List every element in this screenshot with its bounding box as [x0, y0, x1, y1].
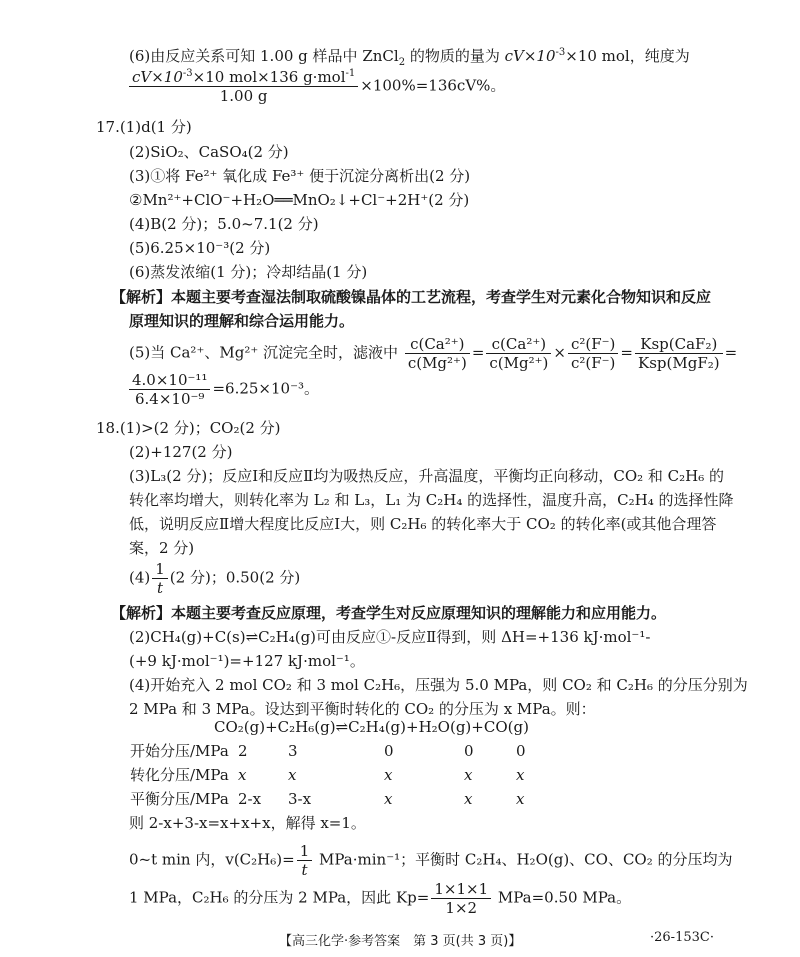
q18-p4-l2: 2 MPa 和 3 MPa。设达到平衡时转化的 CO₂ 的分压为 x MPa。则：	[129, 700, 596, 718]
q18-p2-l1: (2)CH₄(g)+C(s)⇌C₂H₄(g)可由反应①-反应Ⅱ得到，则 ΔH=+136 kJ·mol⁻¹-	[129, 628, 651, 646]
q18-rate-line: 0~t min 内，v(C₂H₆)= $\frac{1}{t}$ MPa·min⁻¹；平衡时 C₂H₄、H₂O(g)、CO、CO₂ 的分压均为	[129, 842, 733, 879]
table-cell: 3	[288, 742, 298, 760]
q18-p4-l1: (4)开始充入 2 mol CO₂ 和 3 mol C₂H₆，压强为 5.0 MPa，则 CO₂ 和 C₂H₆ 的分压分别为	[129, 676, 748, 694]
footer-code: ·26-153C·	[650, 930, 714, 945]
q17-a3b: ②Mn²⁺+ClO⁻+H₂O══MnO₂↓+Cl⁻+2H⁺(2 分)	[129, 191, 470, 209]
q17-analysis-l1: 【解析】本题主要考查湿法制取硫酸镍晶体的工艺流程，考查学生对元素化合物知识和反应	[111, 288, 712, 306]
table-row	[130, 787, 556, 811]
table-cell: 开始分压/MPa	[130, 742, 229, 760]
q18-a3-l1: (3)L₃(2 分)；反应Ⅰ和反应Ⅱ均为吸热反应，升高温度，平衡均正向移动，CO₂ 和 C₂H₆ 的	[129, 467, 725, 485]
table-cell: 3-x	[288, 790, 312, 808]
q18-p2-l2: (+9 kJ·mol⁻¹)=+127 kJ·mol⁻¹。	[129, 652, 365, 670]
table-cell: 0	[464, 742, 474, 760]
q18-equation: CO₂(g)+C₂H₆(g)⇌C₂H₄(g)+H₂O(g)+CO(g)	[214, 718, 529, 736]
q18-a2: (2)+127(2 分)	[129, 443, 233, 461]
table-cell: 转化分压/MPa	[130, 766, 229, 784]
q16-6-purity-formula: $\frac{cV\times 10^{-3}\times 10 mol\times 136 g\cdot mol^{-1}}{1.00 g}$ ×100%=136cV%。	[127, 68, 505, 105]
table-cell: 平衡分压/MPa	[130, 790, 229, 808]
q16-6-line1: (6)由反应关系可知 1.00 g 样品中 ZnCl$_2$ 的物质的量为 $cV\times 10^{-3}\times 10$ mol，纯度为	[129, 47, 690, 68]
q18-a3-l3: 低，说明反应Ⅱ增大程度比反应Ⅰ大，则 C₂H₆ 的转化率大于 CO₂ 的转化率(或其他合理答	[129, 515, 717, 533]
q17-a5: (5)6.25×10⁻³(2 分)	[129, 239, 271, 257]
q18-a3-l2: 转化率均增大，则转化率为 L₂ 和 L₃，L₁ 为 C₂H₄ 的选择性，温度升高，C₂H₄ 的选择性降	[129, 491, 734, 509]
table-cell: 0	[384, 742, 394, 760]
table-cell: x	[516, 766, 525, 784]
q17-a3: (3)①将 Fe²⁺ 氧化成 Fe³⁺ 便于沉淀分离析出(2 分)	[129, 167, 471, 185]
q18-a4: (4) $\frac{1}{t}$ (2 分)；0.50(2 分)	[129, 560, 301, 597]
purity-fraction: $\frac{cV\times 10^{-3}\times 10 mol\times 136 g\cdot mol^{-1}}{1.00 g}$	[129, 68, 358, 105]
table-cell: 0	[516, 742, 526, 760]
table-row	[130, 763, 556, 787]
q17-calc-line2: $\frac{\text{4.0×10⁻¹¹}}{\text{6.4×10⁻⁹}}$ =6.25×10⁻³。	[127, 371, 319, 408]
q17-a6: (6)蒸发浓缩(1 分)；冷却结晶(1 分)	[129, 263, 368, 281]
q17-calc-line1: (5)当 Ca²⁺、Mg²⁺ 沉淀完全时，滤液中 $\frac{\text{c(Ca²⁺)}}{\text{c(Mg²⁺)}}$ = $\frac{\text{c(Ca²⁺)}}{\text{c(Mg²⁺)}}$ × $\frac{\text{c²(F⁻)}}{\text{c²(F⁻)}}$ = $\frac{\text{Ksp(CaF₂)}}{\text{Ksp(MgF₂)}}$ =	[129, 335, 738, 372]
q18-solve: 则 2-x+3-x=x+x+x，解得 x=1。	[129, 814, 366, 832]
table-cell: x	[238, 766, 247, 784]
table-cell: x	[288, 766, 297, 784]
table-cell: x	[384, 766, 393, 784]
table-cell: 2-x	[238, 790, 262, 808]
q17-a1: 17.(1)d(1 分)	[96, 118, 192, 136]
q18-kp-line: 1 MPa，C₂H₆ 的分压为 2 MPa，因此 Kp= $\frac{1\times 1\times 1}{1\times 2}$ MPa=0.50 MPa。	[129, 880, 632, 917]
table-cell: x	[384, 790, 393, 808]
table-cell: x	[464, 790, 473, 808]
q18-a1: 18.(1)>(2 分)；CO₂(2 分)	[96, 419, 281, 437]
q18-a3-l4: 案，2 分)	[129, 539, 195, 557]
footer-page-info: 【高三化学·参考答案 第 3 页(共 3 页)】	[279, 934, 522, 949]
q17-a4: (4)B(2 分)；5.0~7.1(2 分)	[129, 215, 319, 233]
q18-analysis-l1: 【解析】本题主要考查反应原理，考查学生对反应原理知识的理解能力和应用能力。	[111, 604, 667, 622]
table-cell: 2	[238, 742, 248, 760]
table-cell: x	[464, 766, 473, 784]
q17-a2: (2)SiO₂、CaSO₄(2 分)	[129, 143, 289, 161]
partial-pressure-table	[130, 739, 556, 811]
q17-analysis-l2: 原理知识的理解和综合运用能力。	[129, 312, 355, 330]
table-row	[130, 739, 556, 763]
table-cell: x	[516, 790, 525, 808]
